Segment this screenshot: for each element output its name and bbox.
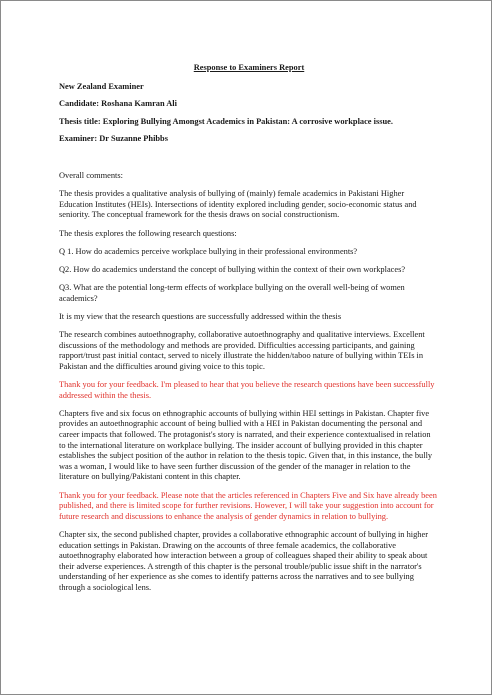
examiner-name-line: Examiner: Dr Suzanne Phibbs xyxy=(59,134,168,144)
methodology-paragraph: The research combines autoethnography, collaborative autoethnography and qualitative interviews. Excellent discussions of the methodology and methods are provided. Difficulties accessing participants, and gaining rapport/trust past initial contact, served to nicely illustrate the hidden/taboo nature of bullying within TEIs in Pakistan and the difficulties around giving voice to this topic. xyxy=(59,330,425,371)
thesis-title-line: Thesis title: Exploring Bullying Amongst Academics in Pakistan: A corrosive workplace issue. xyxy=(59,116,393,126)
research-questions-intro: The thesis explores the following research questions: xyxy=(59,228,237,238)
research-question-3: Q3. What are the potential long-term effects of workplace bullying on the overall well-being of women academics? xyxy=(59,283,405,303)
research-question-2: Q2. How do academics understand the concept of bullying within the context of their own workplaces? xyxy=(59,264,406,274)
candidate-line: Candidate: Roshana Kamran Ali xyxy=(59,99,177,109)
summary-paragraph: The thesis provides a qualitative analysis of bullying of (mainly) female academics in Pakistani Higher Education Institutes (HEIs). Intersections of identity explored including gender, socio-economic status and seniority. The conceptual framework for the thesis draws on social constructionism. xyxy=(59,189,417,220)
response-paragraph-1: Thank you for your feedback. I'm pleased to hear that you believe the research questions have been successfully addressed within the thesis. xyxy=(59,380,435,400)
response-paragraph-2: Thank you for your feedback. Please note that the articles referenced in Chapters Five and Six have already been published, and there is limited scope for further revisions. However, I will take your suggestion into account for future research and discussions to enhance the analysis of gender dynamics in relation to bullying. xyxy=(59,490,437,521)
document-title: Response to Examiners Report xyxy=(193,63,305,72)
chapter-six-paragraph: Chapter six, the second published chapter, provides a collaborative ethnographic account of bullying in higher education settings in Pakistan. Drawing on the accounts of three female academics, the collaborative autoethnography elaborated how interaction between a group of colleagues shaped their ability to speak about their adverse experiences. A strength of this chapter is the personal trouble/public issue shift in the narrator's understanding of her experience as she comes to identify patterns across the narratives and to see bullying through a sociological lens. xyxy=(59,529,428,592)
chapters-five-six-paragraph: Chapters five and six focus on ethnographic accounts of bullying within HEI settings in Pakistan. Chapter five provides an autoethnographic account of being bullied with a HEI in Pakistan documenting the personal and career impacts that followed. The protagonist's story is narrated, and their experience contextualised in relation to the international literature on workplace bullying. The insider account of bullying provided in this chapter establishes the subject position of the author in relation to the thesis topic. Given that, in this instance, the bully was a woman, I would like to have seen further discussion of the gender of the manager in relation to the literature on bullying/Pakistani content in this chapter. xyxy=(59,408,433,482)
research-question-1: Q 1. How do academics perceive workplace bullying in their professional environments? xyxy=(59,246,358,256)
document-body xyxy=(59,63,439,601)
examiner-origin: New Zealand Examiner xyxy=(59,81,144,91)
questions-addressed-paragraph: It is my view that the research questions are successfully addressed within the thesis xyxy=(59,311,342,321)
overall-comments-label: Overall comments: xyxy=(59,170,123,180)
